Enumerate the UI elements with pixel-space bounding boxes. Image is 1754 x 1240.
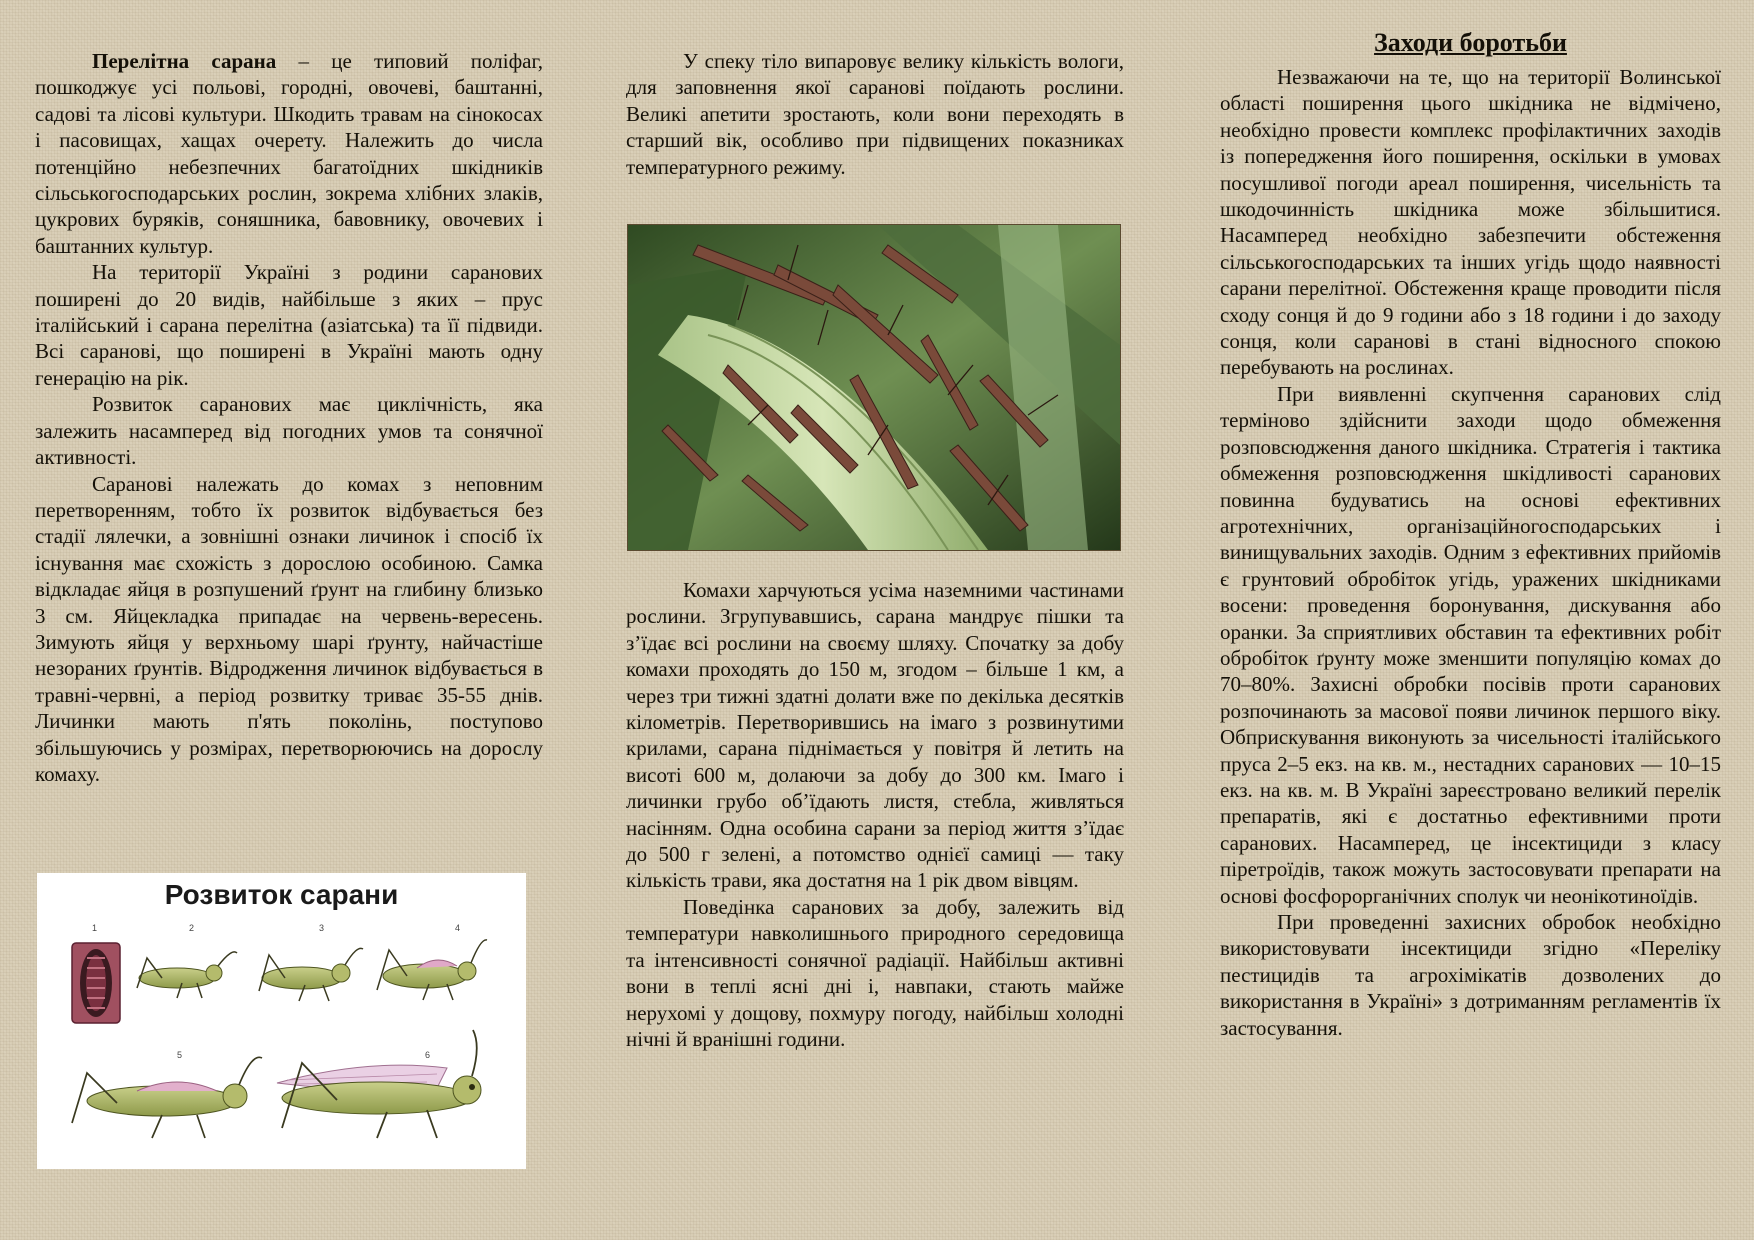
heat-paragraph: У спеку тіло випаровує велику кількість вологи, для заповнення якої саранові поїдають рослини. Великі апетити зростають, коли вони переходять в старший вік, особливо при підвищених показниках температурного режиму. <box>626 49 1124 179</box>
locust-swarm-photo <box>627 224 1121 551</box>
column-middle <box>626 0 1124 1240</box>
stage-number: 5 <box>177 1050 183 1060</box>
diagram-title: Розвиток сарани <box>164 879 399 910</box>
behaviour-paragraph: Поведінка саранових за добу, залежить від температури навколишнього природного середовища та інтенсивності сонячної радіації. Найбільш активні вони в теплі ясні дні і, навпаки, стають майже нерухомі у дощову, похмуру погоду, найбільш холодні нічні й вранішні години. <box>626 894 1124 1051</box>
nymph-stage-2-icon <box>137 952 237 998</box>
column-right <box>1220 0 1721 1041</box>
stage-number: 2 <box>189 923 195 933</box>
feeding-section <box>626 577 1124 1052</box>
stage-number: 6 <box>425 1050 431 1060</box>
prevention-paragraph: Незважаючи на те, що на території Волинської області поширення цього шкідника не відмічено, необхідно провести комплекс профілактичних заходів із попередження його поширення, оскільки в умовах посушливої погоди ареал поширення, чисельність та шкодочинність шкідника може збільшитися. Насамперед необхідно забезпечити обстеження сільськогосподарських та інших угідь щодо наявності сарани перелітної. Обстеження краще проводити після сходу сонця й до 9 години або з 18 години і до заходу сонця, коли саранові в стані відносного спокою перебувають на рослинах. <box>1220 65 1721 380</box>
measures-paragraph: При виявленні скупчення саранових слід терміново здійснити заходи щодо обмеження розповсюдження даного шкідника. Стратегія і тактика обмеження розповсюдження шкідливості саранових повинна будуватись на основі ефективних агротехнічних, організаційногосподарських і винищувальних заходів. Одним з ефективних прийомів є грунтовий обробіток угідь, уражених шкідниками восени: проведення боронування, дискування або оранки. За сприятливих обставин та ефективних робіт обробіток ґрунту може зменшити популяцію комах до 70–80%. Захисні обробки посівів проти саранових розпочинають за масової появи личинок першого віку. Обприскування виконують за чисельності італійського пруса 2–5 екз. на кв. м., нестадних саранових — 10–15 екз. на кв. м. В Україні зареєстровано великий перелік препаратів, які є достатньо ефективними проти саранових. Насамперед, це інсектициди з класу піретроїдів, також можуть застосовувати препарати на основі фосфорорганічних сполук чи неонікотиноїдів. <box>1220 381 1721 908</box>
intro-paragraph: Перелітна сарана – це типовий поліфаг, пошкоджує усі польові, городні, овочеві, баштанні, садові та лісові культури. Шкодить травам на сінокосах і пасовищах, хащах очерету. Належить до числа потенційно небезпечних багатоїдних шкідників сільськогосподарських рослин, зокрема хлібних злаків, цукрових буряків, соняшника, бавовнику, овочевих і баштанних культур. <box>35 49 543 258</box>
adult-locust-icon <box>277 1030 481 1138</box>
control-measures-heading: Заходи боротьби <box>1374 28 1567 57</box>
column-left <box>35 0 543 787</box>
cyclicity-paragraph: Розвиток саранових має циклічність, яка залежить насамперед від погодних умов та сонячної активності. <box>35 392 543 470</box>
insecticides-paragraph: При проведенні захисних обробок необхідно використовувати інсектициди згідно «Переліку пестицидів та агрохімікатів дозволених до використання в Україні» з дотриманням регламентів їх застосування. <box>1220 910 1721 1040</box>
species-paragraph: На території Україні з родини саранових поширені до 20 видів, найбільше з яких – прус італійський і сарана перелітна (азіатська) та її підвиди. Всі саранові, що поширені в Україні мають одну генерацію на рік. <box>35 260 543 390</box>
stage-number: 1 <box>92 923 98 933</box>
term-locust: Перелітна сарана <box>92 49 277 73</box>
stage-number: 4 <box>455 923 461 933</box>
locust-photo-svg <box>628 225 1120 550</box>
development-diagram <box>37 873 526 1169</box>
stage-number: 3 <box>319 923 325 933</box>
nymph-stage-5-icon <box>72 1057 262 1138</box>
metamorphosis-paragraph: Саранові належать до комах з неповним перетворенням, тобто їх розвиток відбувається без стадії лялечки, а зовнішні ознаки личинок і спосіб їх існування має схожість з дорослою особиною. Самка відкладає яйця в розпушений ґрунт на глибину близько 3 см. Яйцекладка припадає на червень-вересень. Зимують яйця у верхньому шарі ґрунту, найчастіше незораних ґрунтів. Відродження личинок відбувається в травні-червні, а період розвитку триває 35-55 днів. Личинки мають п'ять поколінь, поступово збільшуючись у розмірах, перетворюючись на дорослу комаху. <box>35 471 543 786</box>
feeding-paragraph: Комахи харчуються усіма наземними частинами рослини. Згрупувавшись, сарана мандрує пішки та з’їдає всі рослини на своєму шляху. Спочатку за добу комахи проходять до 150 м, згодом – більше 1 км, а через три тижні здатні долати вже по декілька десятків кілометрів. Перетворившись на імаго з розвинутими крилами, сарана піднімається у повітря й летить на висоті 600 м, долаючи за добу до 300 км. Імаго і личинки грубо об’їдають листя, стебла, живляться насінням. Одна особина сарани за період життя з’їдає до 500 г зелені, а потомство однієї самиці — таку кількість трави, яка достатня на 1 рік двом вівцям. <box>626 578 1124 893</box>
development-stages-svg <box>37 873 526 1169</box>
nymph-stage-3-icon <box>259 948 363 1001</box>
egg-pod-icon <box>72 943 120 1023</box>
nymph-stage-4-icon <box>377 940 487 1000</box>
